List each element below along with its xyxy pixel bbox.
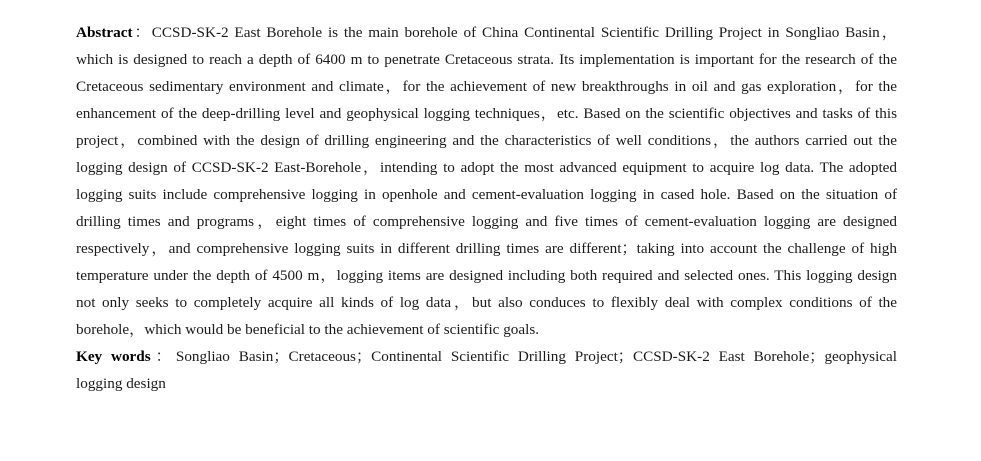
- abstract-paragraph: [76, 19, 897, 343]
- abstract-text: CCSD-SK-2 East Borehole is the main borehole of China Continental Scientific Drilling Project in Songliao Basin，which is designed to reach a depth of 6400 m to penetrate Cretaceous strata. Its implementation is important for the research of the Cretaceous sedimentary environment and climate，for the achievement of new breakthroughs in oil and gas exploration，for the enhancement of the deep-drilling level and geophysical logging techniques，etc. Based on the scientific objectives and tasks of this project，combined with the design of drilling engineering and the characteristics of well conditions，the authors carried out the logging design of CCSD-SK-2 East-Borehole，intending to adopt the most advanced equipment to acquire log data. The adopted logging suits include comprehensive logging in openhole and cement-evaluation logging in cased hole. Based on the situation of drilling times and programs，eight times of comprehensive logging and five times of cement-evaluation logging are designed respectively，and comprehensive logging suits in different drilling times are different；taking into account the challenge of high temperature under the depth of 4500 m，logging items are designed including both required and selected ones. This logging design not only seeks to completely acquire all kinds of log data，but also conduces to flexibly deal with complex conditions of the borehole，which would be beneficial to the achievement of scientific goals.: [76, 24, 897, 338]
- abstract-heading: Abstract: [76, 24, 133, 41]
- keywords-text: Songliao Basin；Cretaceous；Continental Scientific Drilling Project；CCSD-SK-2 East Borehole；geophysical logging design: [76, 348, 897, 392]
- keywords-heading: Key words: [76, 348, 151, 365]
- abstract-separator: ：: [132, 24, 152, 41]
- keywords-separator: ：: [150, 348, 176, 365]
- keywords-paragraph: [76, 343, 897, 397]
- abstract-block: [76, 19, 897, 397]
